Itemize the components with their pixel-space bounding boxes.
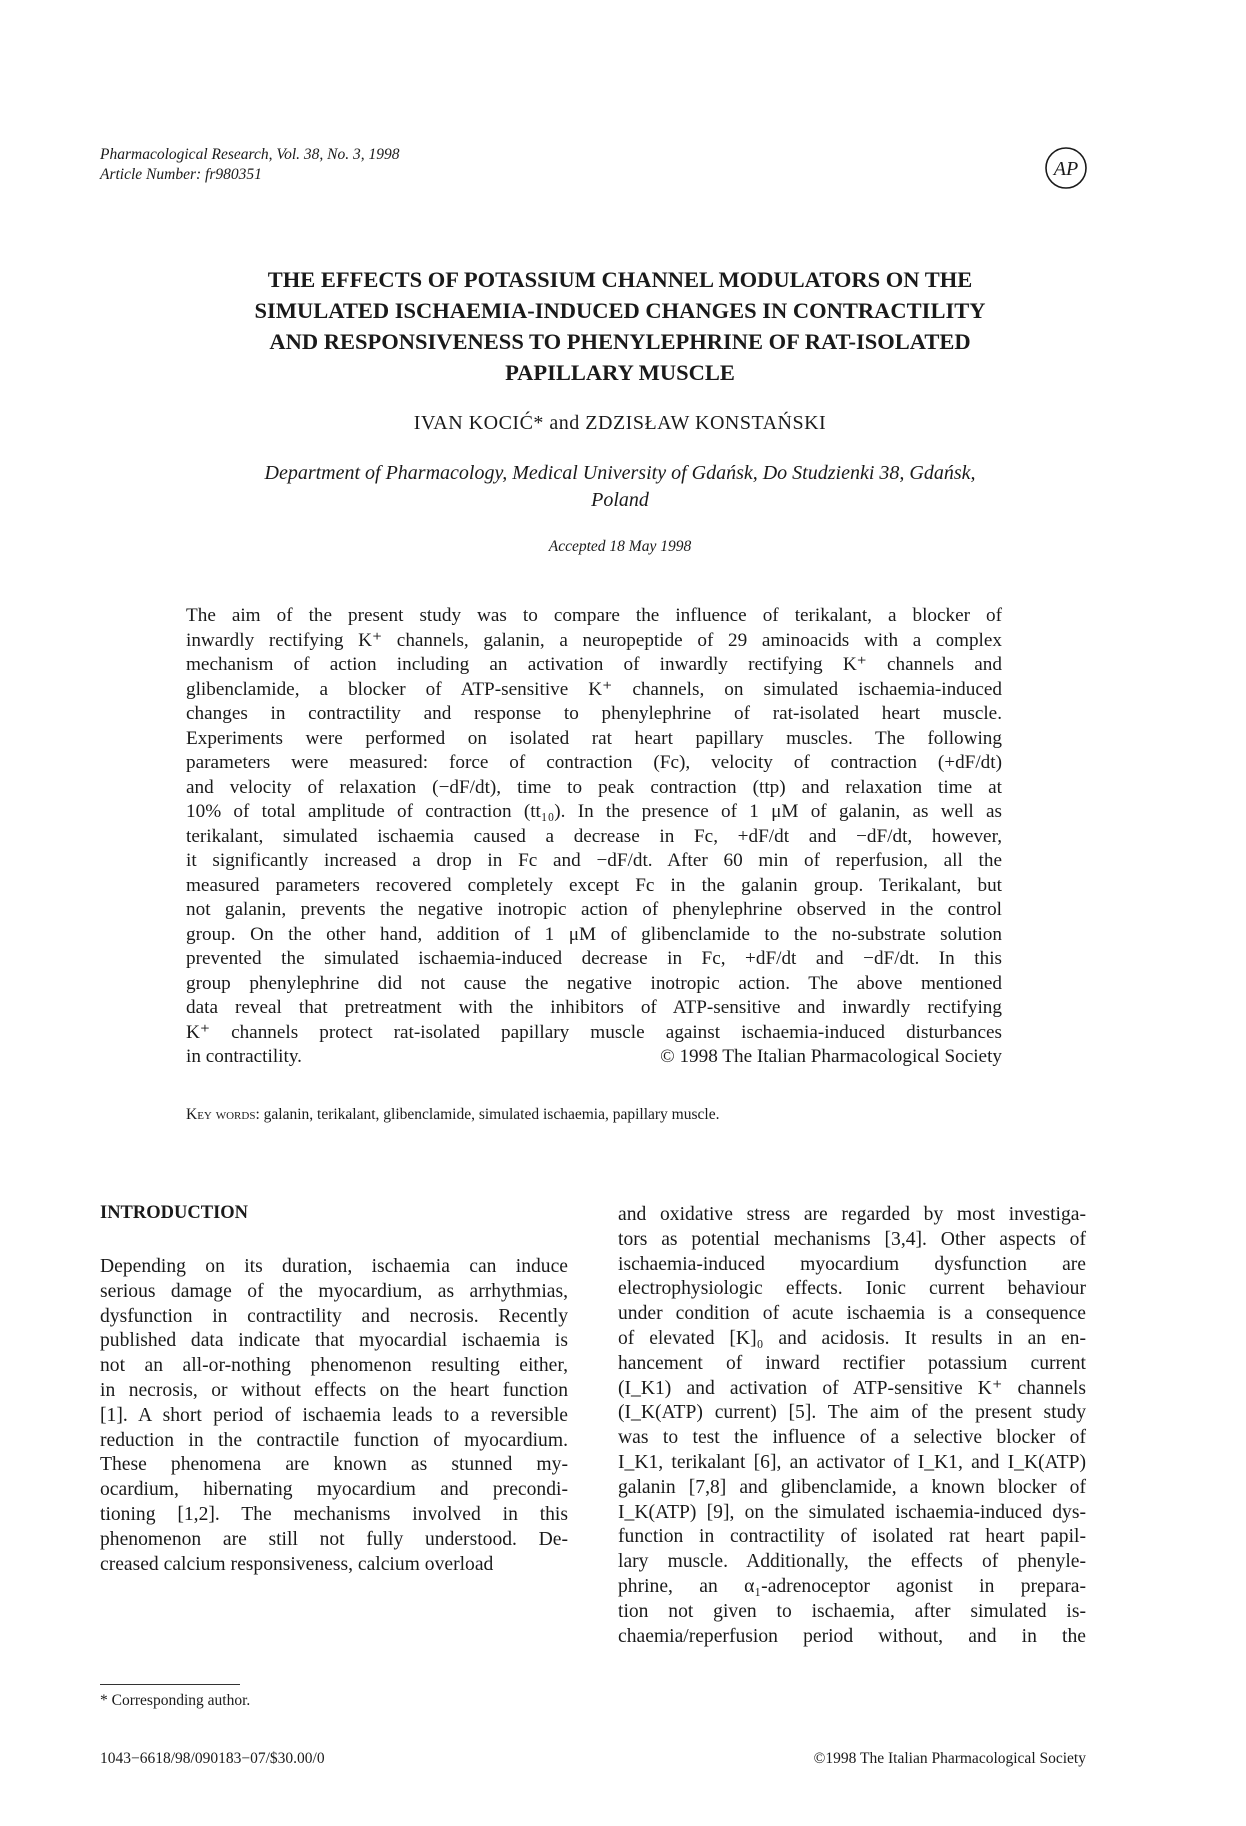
affiliation-line-1: Department of Pharmacology, Medical University of Gdańsk, Do Studzienki 38, Gdańsk, bbox=[264, 462, 976, 484]
body-line: chaemia/reperfusion period without, and in the bbox=[618, 1625, 1086, 1647]
body-line: in necrosis, or without effects on the heart function bbox=[100, 1379, 568, 1401]
abstract-line: group. On the other hand, addition of 1 μM of glibenclamide to the no-substrate solution bbox=[186, 923, 1002, 945]
body-line: dysfunction in contractility and necrosis. Recently bbox=[100, 1305, 568, 1327]
abstract-line: terikalant, simulated ischaemia caused a decrease in Fc, +dF/dt and −dF/dt, however, bbox=[186, 825, 1002, 847]
body-line: was to test the influence of a selective blocker of bbox=[618, 1427, 1086, 1449]
left-column bbox=[100, 1255, 568, 1577]
body-line: I_K1, terikalant [6], an activator of I_K1, and I_K(ATP) bbox=[618, 1451, 1086, 1473]
body-line: tors as potential mechanisms [3,4]. Other aspects of bbox=[618, 1228, 1086, 1250]
body-line: tion not given to ischaemia, after simulated is- bbox=[618, 1600, 1086, 1622]
body-line: reduction in the contractile function of myocardium. bbox=[100, 1429, 568, 1451]
body-line: published data indicate that myocardial ischaemia is bbox=[100, 1330, 568, 1352]
body-line: I_K(ATP) [9], on the simulated ischaemia-induced dys- bbox=[618, 1501, 1086, 1523]
abstract-line: glibenclamide, a blocker of ATP-sensitive K⁺ channels, on simulated ischaemia-induced bbox=[186, 678, 1002, 700]
accepted-date: Accepted 18 May 1998 bbox=[548, 538, 692, 555]
title-line: PAPILLARY MUSCLE bbox=[505, 360, 735, 385]
abstract-line: changes in contractility and response to phenylephrine of rat-isolated heart muscle. bbox=[186, 703, 1002, 724]
body-line: ischaemia-induced myocardium dysfunction are bbox=[618, 1253, 1086, 1275]
journal-citation bbox=[100, 145, 400, 185]
abstract-line: it significantly increased a drop in Fc and −dF/dt. After 60 min of reperfusion, all the bbox=[186, 850, 1002, 871]
keywords bbox=[186, 1106, 719, 1124]
article-title bbox=[120, 264, 1120, 388]
publisher-logo-text: AP bbox=[1053, 158, 1079, 180]
footnote-divider bbox=[100, 1684, 240, 1685]
body-line: galanin [7,8] and glibenclamide, a known blocker of bbox=[618, 1476, 1086, 1498]
body-line: and oxidative stress are regarded by most investiga- bbox=[618, 1204, 1086, 1225]
section-heading-introduction: INTRODUCTION bbox=[100, 1203, 249, 1223]
body-line: Depending on its duration, ischaemia can induce bbox=[100, 1256, 568, 1277]
abstract-line: measured parameters recovered completely except Fc in the galanin group. Terikalant, but bbox=[186, 874, 1002, 896]
title-line: AND RESPONSIVENESS TO PHENYLEPHRINE OF RAT-ISOLATED bbox=[269, 329, 971, 354]
footer-copyright: ©1998 The Italian Pharmacological Society bbox=[813, 1750, 1086, 1767]
publisher-logo bbox=[1044, 146, 1088, 190]
footer-issn: 1043−6618/98/090183−07/$30.00/0 bbox=[100, 1750, 325, 1767]
abstract-line: and velocity of relaxation (−dF/dt), time to peak contraction (ttp) and relaxation time at bbox=[186, 776, 1002, 798]
authors: IVAN KOCIĆ* and ZDZISŁAW KONSTAŃSKI bbox=[413, 412, 827, 434]
body-line: not an all-or-nothing phenomenon resulting either, bbox=[100, 1355, 568, 1377]
abstract-copyright: © 1998 The Italian Pharmacological Society bbox=[660, 1046, 1002, 1067]
abstract-line: 10% of total amplitude of contraction (tt₁₀). In the presence of 1 μM of galanin, as well as bbox=[186, 801, 1002, 822]
affiliation-line-2: Poland bbox=[591, 489, 649, 511]
right-column bbox=[618, 1203, 1086, 1649]
body-line: phrine, an α₁-adrenoceptor agonist in prepara- bbox=[618, 1575, 1086, 1597]
title-line: THE EFFECTS OF POTASSIUM CHANNEL MODULATORS ON THE bbox=[267, 267, 973, 292]
abstract-line: prevented the simulated ischaemia-induced decrease in Fc, +dF/dt and −dF/dt. In this bbox=[186, 948, 1002, 969]
abstract-line: not galanin, prevents the negative inotropic action of phenylephrine observed in the control bbox=[186, 899, 1002, 920]
body-line: phenomenon are still not fully understood. De- bbox=[100, 1528, 568, 1550]
body-line: of elevated [K]₀ and acidosis. It results in an en- bbox=[618, 1327, 1086, 1349]
abstract-last-line bbox=[186, 1045, 1002, 1070]
keywords-text: galanin, terikalant, glibenclamide, simulated ischaemia, papillary muscle. bbox=[259, 1106, 720, 1123]
body-line: tioning [1,2]. The mechanisms involved in this bbox=[100, 1503, 568, 1525]
abstract-line: K⁺ channels protect rat-isolated papillary muscle against ischaemia-induced disturbances bbox=[186, 1021, 1002, 1043]
body-line: (I_K1) and activation of ATP-sensitive K⁺ channels bbox=[618, 1377, 1086, 1399]
body-line: (I_K(ATP) current) [5]. The aim of the present study bbox=[618, 1402, 1086, 1424]
footnote: * Corresponding author. bbox=[100, 1692, 251, 1709]
abstract-line: mechanism of action including an activation of inwardly rectifying K⁺ channels and bbox=[186, 654, 1002, 675]
keywords-label: Key words: bbox=[186, 1106, 260, 1123]
abstract-line: inwardly rectifying K⁺ channels, galanin, a neuropeptide of 29 aminoacids with a complex bbox=[186, 629, 1002, 651]
journal-line-1: Pharmacological Research, Vol. 38, No. 3, 1998 bbox=[100, 146, 400, 163]
affiliation bbox=[120, 460, 1120, 514]
abstract-line: parameters were measured: force of contraction (Fc), velocity of contraction (+dF/dt) bbox=[186, 752, 1002, 773]
title-line: SIMULATED ISCHAEMIA-INDUCED CHANGES IN CONTRACTILITY bbox=[254, 298, 986, 323]
body-line: hancement of inward rectifier potassium current bbox=[618, 1352, 1086, 1374]
body-line: under condition of acute ischaemia is a consequence bbox=[618, 1303, 1086, 1325]
abstract bbox=[186, 604, 1002, 1070]
abstract-line: group phenylephrine did not cause the negative inotropic action. The above mentioned bbox=[186, 972, 1002, 994]
body-line: function in contractility of isolated rat heart papil- bbox=[618, 1526, 1086, 1548]
body-line: ocardium, hibernating myocardium and precondi- bbox=[100, 1479, 568, 1501]
journal-line-2: Article Number: fr980351 bbox=[100, 166, 262, 183]
abstract-line: data reveal that pretreatment with the inhibitors of ATP-sensitive and inwardly rectifying bbox=[186, 997, 1002, 1018]
body-line: serious damage of the myocardium, as arrhythmias, bbox=[100, 1280, 568, 1302]
body-line: [1]. A short period of ischaemia leads to a reversible bbox=[100, 1404, 568, 1426]
body-line: electrophysiologic effects. Ionic current behaviour bbox=[618, 1278, 1086, 1300]
body-line: lary muscle. Additionally, the effects of phenyle- bbox=[618, 1551, 1086, 1573]
abstract-line: Experiments were performed on isolated rat heart papillary muscles. The following bbox=[186, 727, 1002, 749]
abstract-line: The aim of the present study was to compare the influence of terikalant, a blocker of bbox=[186, 605, 1002, 626]
abstract-end-text: in contractility. bbox=[186, 1046, 302, 1067]
body-line: creased calcium responsiveness, calcium overload bbox=[100, 1553, 494, 1575]
body-line: These phenomena are known as stunned my- bbox=[100, 1454, 568, 1476]
